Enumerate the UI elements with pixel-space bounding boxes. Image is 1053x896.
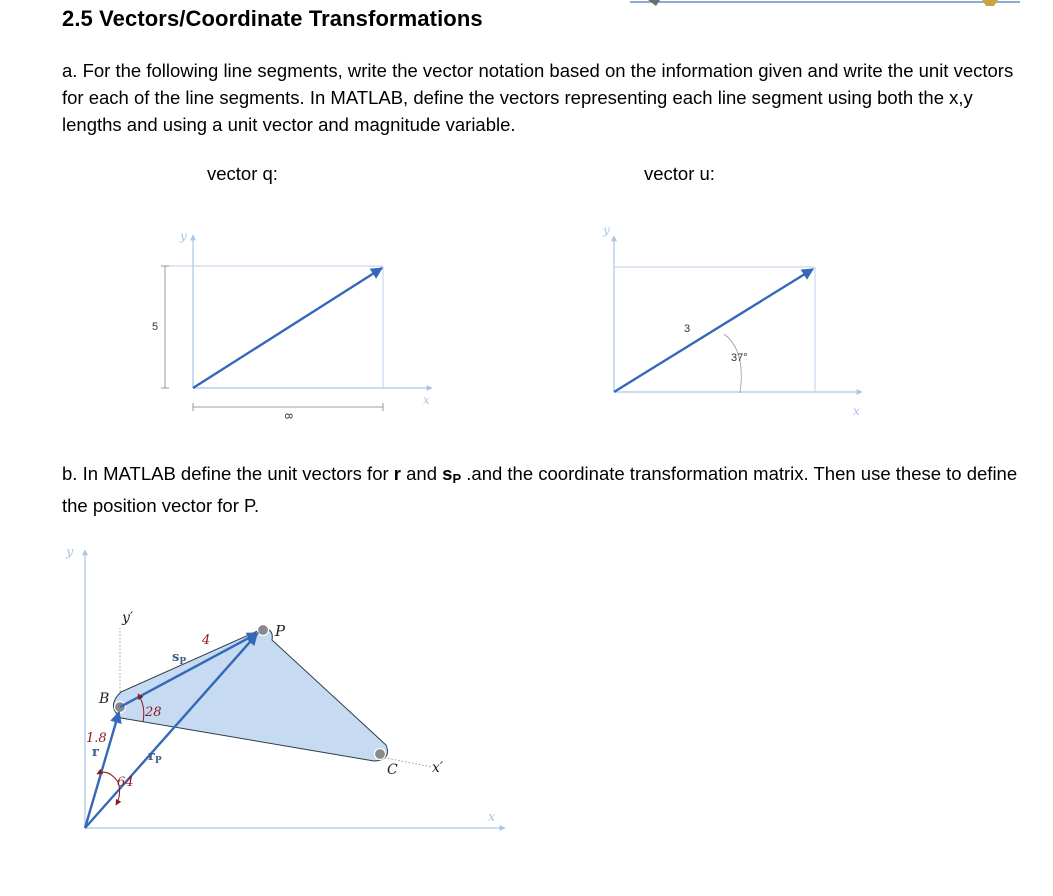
u-length-value: 3 (684, 323, 691, 335)
vector-q-arrow (193, 268, 382, 388)
sp-label-main: s (172, 650, 180, 665)
rigid-plate (114, 629, 388, 761)
part-b-text-end: .and the coordinate transformation matrix. Then use these to define the position vector for P. (62, 463, 1018, 516)
u-y-label: y (603, 223, 610, 237)
r-symbol: r (393, 463, 401, 484)
angle-28-label: 28 (145, 705, 162, 720)
vector-q-label: vector q: (207, 163, 278, 184)
q-width-value: 8 (282, 413, 294, 420)
s-subscript: P (452, 471, 462, 486)
angle-64-label: 64 (117, 775, 134, 790)
joint-c (375, 749, 386, 760)
rp-vector-label (148, 749, 162, 766)
sp-length-label: 4 (202, 633, 211, 648)
part-b-and: and (401, 463, 443, 484)
figure-u (602, 223, 862, 418)
cropped-header-strip (630, 0, 1020, 6)
point-p-label: P (275, 622, 286, 640)
u-x-label: x (853, 404, 860, 418)
section-title: 2.5 Vectors/Coordinate Transformations (62, 6, 483, 31)
s-symbol: s (442, 463, 453, 484)
r-length-label: 1.8 (86, 731, 107, 746)
joint-p (258, 625, 269, 636)
vector-u-arrow (614, 269, 813, 392)
part-a-text: a. For the following line segments, write the vector notation based on the information given and write the unit vectors for each of the line segments. In MATLAB, define the vectors representing each line segment using both the x,y lengths and using a unit vector and magnitude variable. (62, 60, 1014, 135)
figure-q (152, 229, 432, 419)
sp-vector-label (172, 650, 186, 667)
b-y-label: y (66, 545, 74, 560)
q-height-value: 5 (152, 321, 159, 333)
figure-b (65, 545, 505, 828)
sp-label-sub: P (179, 657, 187, 667)
vector-u-label: vector u: (644, 163, 715, 184)
part-b-text-start: b. In MATLAB define the unit vectors for (62, 463, 394, 484)
point-c-label: C (387, 762, 398, 778)
y-prime-label: y′ (122, 610, 134, 626)
point-b-label: B (99, 691, 110, 707)
b-x-label: x (488, 810, 496, 825)
r-vector-label: r (92, 745, 99, 760)
q-y-label: y (180, 229, 187, 243)
rp-label-main: r (148, 749, 155, 764)
q-x-label: x (423, 393, 430, 407)
u-angle-value: 37° (731, 352, 748, 364)
x-prime-label: x′ (432, 760, 444, 776)
rp-label-sub: P (154, 756, 162, 766)
